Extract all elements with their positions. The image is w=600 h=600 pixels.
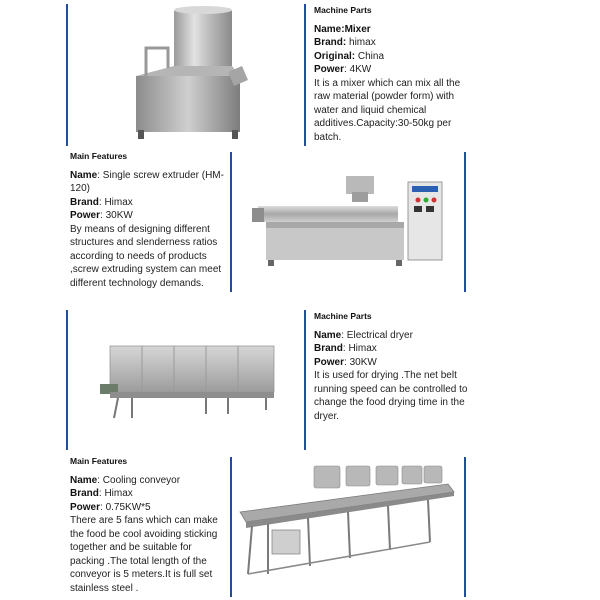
conveyor-image: [238, 462, 456, 584]
description: It is a mixer which can mix all the raw material (powder form) with water and liquid chemical additives.Capacity:30-50kg per batch.: [314, 77, 461, 143]
brand-row: [70, 196, 225, 210]
name-value: : Cooling conveyor: [97, 474, 181, 486]
power-row: [314, 356, 469, 370]
dryer-image: [96, 340, 278, 422]
power-row: [70, 209, 225, 223]
spec-block-mixer: [314, 4, 474, 144]
spec-block-extruder: [70, 150, 225, 290]
brand-label: Brand:: [314, 37, 347, 48]
description: By means of designing different structures and slenderness ratios according to needs of products ,screw extruding system can meet different technology demands.: [70, 223, 222, 289]
name-label: Name: [314, 329, 342, 341]
name-row: [70, 474, 225, 488]
name-row: [314, 329, 469, 343]
mixer-image: [128, 6, 250, 141]
brand-value: : Himax: [98, 488, 133, 499]
power-label: Power: [70, 501, 101, 513]
brand-label: Brand: [70, 196, 99, 208]
power-value: : 30KW: [100, 210, 133, 221]
power-row: [70, 501, 225, 515]
extruder-image: [248, 172, 448, 272]
origin-label: Original:: [314, 50, 356, 62]
name-row: [70, 169, 225, 196]
power-label: Power: [314, 356, 345, 368]
brand-value: himax: [346, 37, 376, 48]
brand-value: : Himax: [98, 196, 133, 208]
power-value: : 0.75KW*5: [100, 501, 151, 513]
name-label: Name: [70, 474, 98, 486]
section-header: Main Features: [70, 456, 128, 466]
power-value: : 30KW: [344, 356, 377, 368]
divider-line: [230, 457, 232, 597]
description: There are 5 fans which can make the food be cool avoiding sticking together and be suitable for packing .The total length of the conveyor is 5 meters.It is full set stainless steel .: [70, 515, 218, 594]
brand-value: : Himax: [342, 343, 377, 354]
brand-label: Brand: [314, 343, 343, 354]
divider-line: [230, 152, 232, 292]
name-value: : Single screw extruder (HM-120): [70, 169, 224, 194]
divider-line: [66, 310, 68, 450]
brand-row: [70, 487, 225, 501]
name-label: Name: [70, 169, 98, 181]
origin-row: [314, 50, 474, 64]
divider-line: [464, 152, 466, 292]
divider-line: [464, 457, 466, 597]
description: It is used for drying .The net belt running speed can be controlled to change the food drying time in the dryer.: [314, 370, 468, 422]
brand-row: [314, 36, 474, 50]
power-value: : 4KW: [344, 64, 372, 75]
divider-line: [66, 4, 68, 146]
section-header: Main Features: [70, 151, 128, 161]
brand-row: [314, 342, 469, 356]
name-row: [314, 23, 474, 37]
name-label: Name:: [314, 23, 345, 35]
power-row: [314, 63, 474, 77]
section-header: Machine Parts: [314, 311, 372, 321]
section-header: Machine Parts: [314, 5, 372, 15]
name-value: : Electrical dryer: [341, 329, 413, 341]
brand-label: Brand: [70, 488, 99, 499]
power-label: Power: [70, 210, 101, 221]
spec-block-dryer: [314, 310, 469, 423]
spec-block-conveyor: [70, 455, 225, 595]
name-value: Mixer: [344, 23, 371, 35]
divider-line: [304, 4, 306, 146]
divider-line: [304, 310, 306, 450]
power-label: Power: [314, 64, 345, 75]
origin-value: China: [355, 50, 385, 62]
